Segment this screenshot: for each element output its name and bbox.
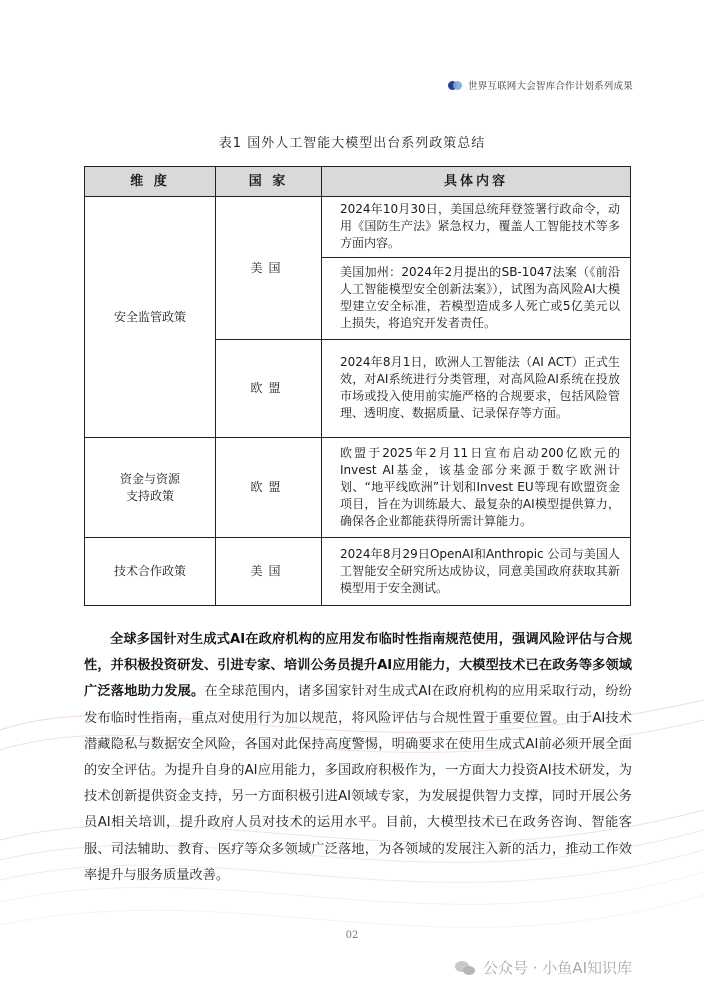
column-header-country: 国 家 bbox=[216, 167, 322, 197]
column-header-content: 具体内容 bbox=[322, 167, 631, 197]
country-cell: 美国 bbox=[216, 538, 322, 606]
dimension-cell: 安全监管政策 bbox=[85, 197, 216, 438]
watermark bbox=[455, 957, 632, 978]
content-cell: 2024年10月30日，美国总统拜登签署行政命令，动用《国防生产法》紧急权力，覆盖人工智能技术等多方面内容。 bbox=[322, 197, 631, 258]
wechat-icon bbox=[455, 959, 477, 977]
column-header-dimension: 维 度 bbox=[85, 167, 216, 197]
dimension-cell: 资金与资源 支持政策 bbox=[85, 438, 216, 538]
series-header bbox=[448, 78, 633, 92]
table-header-row bbox=[85, 167, 631, 197]
content-cell: 欧盟于2025年2月11日宣布启动200亿欧元的Invest AI基金，该基金部分来源于数字欧洲计划、“地平线欧洲”计划和Invest EU等现有欧盟资金项目，旨在为训练最大、最复杂的AI模型提供算力，确保各企业都能获得所需计算能力。 bbox=[322, 438, 631, 538]
table-title: 表1 国外人工智能大模型出台系列政策总结 bbox=[218, 136, 486, 151]
series-header-text: 世界互联网大会智库合作计划系列成果 bbox=[468, 81, 633, 92]
body-paragraph bbox=[84, 627, 632, 889]
content-cell: 美国加州：2024年2月提出的SB-1047法案（《前沿人工智能模型安全创新法案》），试图为高风险AI大模型建立安全标准，若模型造成多人死亡或5亿美元以上损失，将追究开发者责任。 bbox=[322, 258, 631, 340]
dimension-cell: 技术合作政策 bbox=[85, 538, 216, 606]
table-row bbox=[85, 538, 631, 606]
paragraph-body: 在全球范围内，诸多国家针对生成式AI在政府机构的应用采取行动，纷纷发布临时性指南，重点对使用行为加以规范，将风险评估与合规性置于重要位置。由于AI技术潜藏隐私与数据安全风险，各国对此保持高度警惕，明确要求在使用生成式AI前必须开展全面的安全评估。为提升自身的AI应用能力，多国政府积极作为，一方面大力投资AI技术研发，为技术创新提供资金支持，另一方面积极引进AI领域专家，为发展提供智力支撑，同时开展公务员AI相关培训，提升政府人员对技术的运用水平。目前，大模型技术已在政务咨询、智能客服、司法辅助、教育、医疗等众多领域广泛落地，为各领域的发展注入新的活力，推动工作效率提升与服务质量改善。 bbox=[84, 684, 632, 883]
watermark-text: 公众号 · 小鱼AI知识库 bbox=[483, 959, 632, 977]
policy-table bbox=[84, 166, 631, 606]
page-number: 02 bbox=[345, 930, 359, 941]
paragraph-lead: 全球多国针对生成式AI在政府机构的应用发布临时性指南规范使用，强调风险评估与合规性，并积极投资研发、引进专家、培训公务员提升AI应用能力，大模型技术已在政务等多领域广泛落地助力发展。 bbox=[84, 632, 632, 700]
table-row bbox=[85, 197, 631, 258]
conference-logo-icon bbox=[448, 80, 462, 90]
content-cell: 2024年8月1日，欧洲人工智能法（AI ACT）正式生效，对AI系统进行分类管理，对高风险AI系统在投放市场或投入使用前实施严格的合规要求，包括风险管理、透明度、数据质量、记录保存等方面。 bbox=[322, 340, 631, 438]
country-cell: 美国 bbox=[216, 197, 322, 340]
country-cell: 欧盟 bbox=[216, 438, 322, 538]
content-cell: 2024年8月29日OpenAI和Anthropic 公司与美国人工智能安全研究所达成协议，同意美国政府获取其新模型用于安全测试。 bbox=[322, 538, 631, 606]
table-row bbox=[85, 438, 631, 538]
country-cell: 欧盟 bbox=[216, 340, 322, 438]
